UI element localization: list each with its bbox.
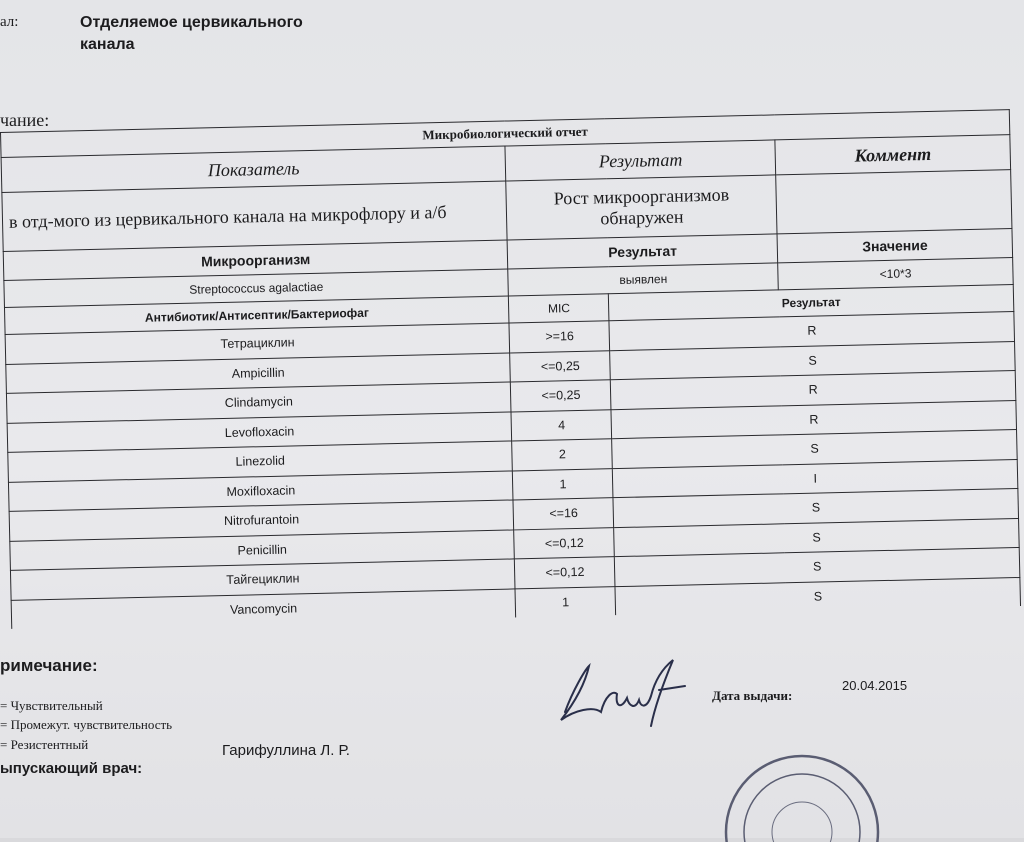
doctor-name: Гарифуллина Л. Р. xyxy=(222,742,350,759)
report-title: Микробиологический отчет xyxy=(1,110,1010,158)
indicator-comment xyxy=(776,170,1012,234)
antibiotic-mic: <=16 xyxy=(513,498,614,530)
report-table xyxy=(0,109,1021,629)
mic-header: MIC xyxy=(509,294,610,323)
antibiotic-result: S xyxy=(610,341,1015,380)
indicator-text: в отд-мого из цервикального канала на микрофлору и а/б xyxy=(2,181,508,251)
antibiotic-result-header: Результат xyxy=(609,285,1014,321)
doctor-label: ыпускающий врач: xyxy=(0,760,143,777)
organism-result-header: Результат xyxy=(507,234,777,269)
antibiotic-header: Антибиотик/Антисептик/Бактериофаг xyxy=(4,296,509,334)
antibiotic-mic: 1 xyxy=(515,586,616,617)
antibiotic-mic: <=0,12 xyxy=(515,557,616,589)
organism-name: Streptococcus agalactiae xyxy=(4,269,509,307)
antibiotic-mic: 2 xyxy=(512,439,613,471)
antibiotic-mic: <=0,25 xyxy=(511,380,612,412)
antibiotic-mic: <=0,12 xyxy=(514,527,615,559)
antibiotic-mic: <=0,25 xyxy=(510,350,611,382)
antibiotic-result: R xyxy=(609,312,1014,351)
antibiotic-name: Ampicillin xyxy=(6,352,511,393)
note-label: чание: xyxy=(0,110,50,130)
col-header-result: Результат xyxy=(505,140,776,181)
signature-icon xyxy=(555,650,695,730)
col-header-comment: Коммент xyxy=(775,135,1010,175)
antibiotic-result: S xyxy=(613,488,1018,527)
organism-value: <10*3 xyxy=(778,258,1013,290)
material-label: ал: xyxy=(0,14,19,30)
legend-resistant: = Резистентный xyxy=(0,737,89,752)
antibiotic-result: S xyxy=(615,547,1020,586)
organism-result: выявлен xyxy=(508,263,778,296)
stamp-icon xyxy=(720,752,880,842)
antibiotic-mic: 4 xyxy=(511,409,612,441)
antibiotic-name: Тайгециклин xyxy=(10,559,515,600)
antibiotic-name: Levofloxacin xyxy=(7,411,512,452)
antibiotic-name: Тетрациклин xyxy=(5,323,510,364)
antibiotic-result: R xyxy=(611,371,1016,410)
antibiotic-result: S xyxy=(612,430,1017,469)
legend-sensitive: = Чувствительный xyxy=(0,698,103,713)
antibiotic-name: Penicillin xyxy=(10,529,515,570)
legend-intermediate: = Промежут. чувствительность xyxy=(0,717,173,732)
antibiotic-result: I xyxy=(613,459,1018,498)
antibiotic-mic: >=16 xyxy=(509,321,610,353)
antibiotic-mic: 1 xyxy=(513,468,614,500)
issue-date-label: Дата выдачи: xyxy=(712,688,793,703)
indicator-result: Рост микроорганизмов обнаружен xyxy=(506,175,777,240)
issue-date: 20.04.2015 xyxy=(842,678,908,693)
antibiotic-result: R xyxy=(611,400,1016,439)
antibiotic-name: Vancomycin xyxy=(11,588,516,628)
antibiotic-name: Moxifloxacin xyxy=(8,470,513,511)
organism-header: Микроорганизм xyxy=(3,240,508,280)
antibiotic-name: Clindamycin xyxy=(6,382,511,423)
antibiotic-name: Nitrofurantoin xyxy=(9,500,514,541)
microbiology-report xyxy=(0,109,1021,629)
material-value: Отделяемое цервикального канала xyxy=(80,14,303,53)
organism-value-header: Значение xyxy=(777,229,1012,263)
antibiotic-result: S xyxy=(615,577,1020,615)
note-title: римечание: xyxy=(0,656,98,675)
antibiotic-rows xyxy=(5,312,1020,629)
col-header-indicator: Показатель xyxy=(1,146,506,192)
antibiotic-result: S xyxy=(614,518,1019,557)
antibiotic-name: Linezolid xyxy=(8,441,513,482)
